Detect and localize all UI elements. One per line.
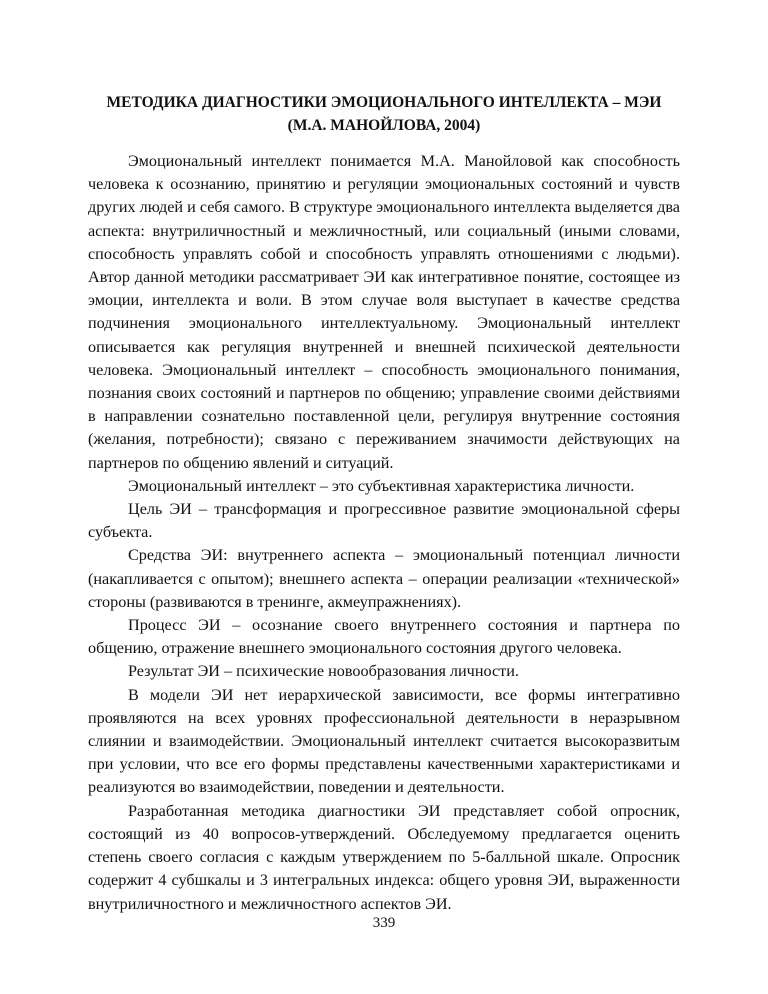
paragraph-method: Разработанная методика диагностики ЭИ представляет собой опросник, состоящий из 40 вопросов-утверждений. Обследуемому предлагается оценить степень своего согласия с каждым утверждением по 5-балльной шкале. Опросник содержит 4 субшкалы и 3 интегральных индекса: общего уровня ЭИ, выраженности внутриличностного и межличностного аспектов ЭИ.: [88, 801, 680, 913]
paragraph-goal: Цель ЭИ – трансформация и прогрессивное развитие эмоциональной сферы субъекта.: [88, 500, 680, 542]
title-line-1: МЕТОДИКА ДИАГНОСТИКИ ЭМОЦИОНАЛЬНОГО ИНТЕЛЛЕКТА – МЭИ: [106, 94, 662, 111]
title-line-2: (М.А. МАНОЙЛОВА, 2004): [287, 117, 481, 134]
document-page: [88, 0, 680, 994]
document-title: [88, 91, 680, 137]
paragraph-result: Результат ЭИ – психические новообразования личности.: [128, 662, 519, 681]
page-number: 339: [372, 915, 396, 931]
paragraph-model: В модели ЭИ нет иерархической зависимости, все формы интегративно проявляются на всех уровнях профессиональной деятельности в неразрывном слиянии и взаимодействии. Эмоциональный интеллект считается высокоразвитым при условии, что все его формы представлены качественными характеристиками и реализуются во взаимодействии, поведении и деятельности.: [88, 685, 680, 797]
paragraph-definition: Эмоциональный интеллект – это субъективная характеристика личности.: [128, 476, 635, 495]
paragraph-intro: Эмоциональный интеллект понимается М.А. Манойловой как способность человека к осознанию, принятию и регуляции эмоциональных состояний и чувств других людей и себя самого. В структуре эмоционального интеллекта выделяется два аспекта: внутриличностный и межличностный, или социальный (иными словами, способность управлять собой и способность управлять отношениями с людьми). Автор данной методики рассматривает ЭИ как интегративное понятие, состоящее из эмоции, интеллекта и воли. В этом случае воля выступает в качестве средства подчинения эмоционального интеллектуальному. Эмоциональный интеллект описывается как регуляция внутренней и внешней психической деятельности человека. Эмоциональный интеллект – способность эмоционального понимания, познания своих состояний и партнеров по общению; управление своими действиями в направлении сознательно поставленной цели, регулируя внутренние состояния (желания, потребности); связано с переживанием значимости действующих на партнеров по общению явлений и ситуаций.: [88, 152, 680, 472]
paragraph-process: Процесс ЭИ – осознание своего внутреннего состояния и партнера по общению, отражение внешнего эмоционального состояния другого человека.: [88, 616, 680, 658]
paragraph-means: Средства ЭИ: внутреннего аспекта – эмоциональный потенциал личности (накапливается с опытом); внешнего аспекта – операции реализации «технической» стороны (развиваются в тренинге, акмеупражнениях).: [88, 546, 680, 611]
body-text: [88, 150, 680, 916]
